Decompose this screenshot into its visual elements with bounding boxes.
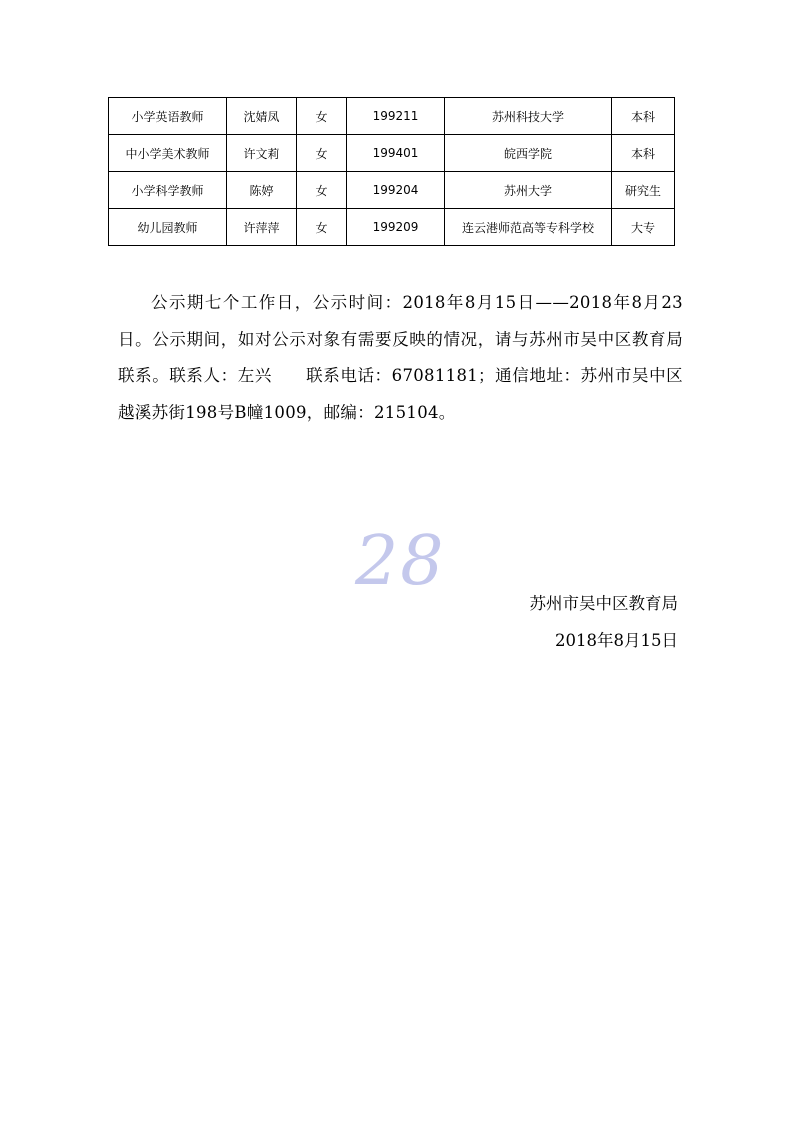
name-cell: 许萍萍	[227, 209, 297, 246]
roster-table	[108, 97, 675, 246]
notice-text: 公示期七个工作日，公示时间：2018年8月15日——2018年8月23日。公示期间，如对公示对象有需要反映的情况，请与苏州市吴中区教育局联系。联系人：左兴 联系电话：67081181；通信地址：苏州市吴中区越溪苏街198号B幢1009，邮编：215104。	[118, 293, 683, 422]
degree-cell: 本科	[612, 135, 675, 172]
position-cell: 小学英语教师	[109, 98, 227, 135]
issue-date: 2018年8月15日	[555, 631, 678, 650]
notice-paragraph	[118, 285, 683, 431]
signature-block	[530, 585, 679, 659]
position-cell: 幼儿园教师	[109, 209, 227, 246]
name-cell: 许文莉	[227, 135, 297, 172]
name-cell: 沈婧凤	[227, 98, 297, 135]
degree-cell: 大专	[612, 209, 675, 246]
school-cell: 苏州大学	[445, 172, 612, 209]
birth-cell: 199211	[347, 98, 445, 135]
school-cell: 连云港师范高等专科学校	[445, 209, 612, 246]
birth-cell: 199401	[347, 135, 445, 172]
table-row	[109, 172, 675, 209]
gender-cell: 女	[297, 98, 347, 135]
gender-cell: 女	[297, 135, 347, 172]
table-row	[109, 98, 675, 135]
degree-cell: 本科	[612, 98, 675, 135]
table-row	[109, 135, 675, 172]
degree-cell: 研究生	[612, 172, 675, 209]
issuing-organization: 苏州市吴中区教育局	[529, 594, 678, 613]
gender-cell: 女	[297, 209, 347, 246]
table-row	[109, 209, 675, 246]
school-cell: 苏州科技大学	[445, 98, 612, 135]
page-number-watermark: 28	[355, 522, 446, 601]
birth-cell: 199204	[347, 172, 445, 209]
position-cell: 小学科学教师	[109, 172, 227, 209]
birth-cell: 199209	[347, 209, 445, 246]
position-cell: 中小学美术教师	[109, 135, 227, 172]
gender-cell: 女	[297, 172, 347, 209]
name-cell: 陈婷	[227, 172, 297, 209]
school-cell: 皖西学院	[445, 135, 612, 172]
